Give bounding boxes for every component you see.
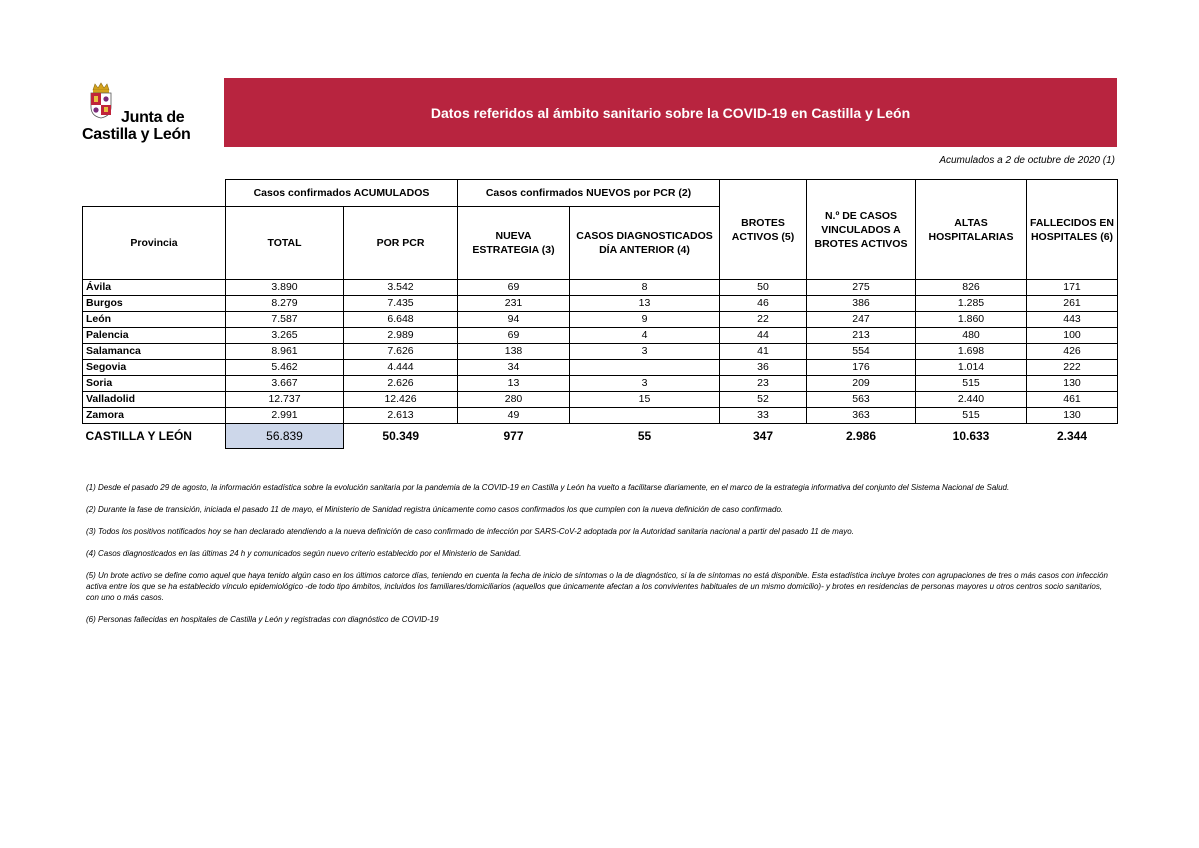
table-cell: 7.626 bbox=[344, 344, 458, 360]
table-cell: 15 bbox=[570, 392, 720, 408]
table-cell: 3 bbox=[570, 376, 720, 392]
total-cell: 55 bbox=[570, 424, 720, 449]
table-cell: 22 bbox=[720, 312, 807, 328]
col-header-casos-diagnosticados: CASOS DIAGNOSTICADOS DÍA ANTERIOR (4) bbox=[570, 207, 720, 280]
logo-text-castilla: Castilla y León bbox=[82, 126, 191, 143]
table-cell: 3 bbox=[570, 344, 720, 360]
table-cell: 46 bbox=[720, 296, 807, 312]
table-cell: 13 bbox=[458, 376, 570, 392]
table-cell: 41 bbox=[720, 344, 807, 360]
table-row bbox=[83, 296, 1118, 312]
page-title: Datos referidos al ámbito sanitario sobre la COVID-19 en Castilla y León bbox=[430, 104, 911, 121]
table-cell: 33 bbox=[720, 408, 807, 424]
total-row bbox=[83, 424, 1118, 449]
province-name-cell: Salamanca bbox=[83, 344, 226, 360]
table-cell: 36 bbox=[720, 360, 807, 376]
col-header-nueva-estrategia: NUEVA ESTRATEGIA (3) bbox=[458, 207, 570, 280]
table-cell: 12.737 bbox=[226, 392, 344, 408]
total-cell: 2.344 bbox=[1027, 424, 1118, 449]
table-cell: 2.626 bbox=[344, 376, 458, 392]
table-cell: 7.587 bbox=[226, 312, 344, 328]
table-cell: 213 bbox=[807, 328, 916, 344]
header-blank-cell bbox=[83, 180, 226, 207]
table-cell: 261 bbox=[1027, 296, 1118, 312]
table-cell: 138 bbox=[458, 344, 570, 360]
table-cell: 5.462 bbox=[226, 360, 344, 376]
table-cell: 2.613 bbox=[344, 408, 458, 424]
table-cell: 12.426 bbox=[344, 392, 458, 408]
col-header-provincia: Provincia bbox=[83, 207, 226, 280]
table-cell: 443 bbox=[1027, 312, 1118, 328]
table-cell: 100 bbox=[1027, 328, 1118, 344]
table-cell: 34 bbox=[458, 360, 570, 376]
table-cell: 515 bbox=[916, 376, 1027, 392]
table-cell: 69 bbox=[458, 280, 570, 296]
table-cell: 94 bbox=[458, 312, 570, 328]
table-cell: 8.279 bbox=[226, 296, 344, 312]
table-cell: 2.991 bbox=[226, 408, 344, 424]
table-cell: 480 bbox=[916, 328, 1027, 344]
province-name-cell: Palencia bbox=[83, 328, 226, 344]
table-row bbox=[83, 344, 1118, 360]
table-cell: 13 bbox=[570, 296, 720, 312]
table-cell: 3.542 bbox=[344, 280, 458, 296]
total-cell: 347 bbox=[720, 424, 807, 449]
table-cell: 275 bbox=[807, 280, 916, 296]
table-cell: 8.961 bbox=[226, 344, 344, 360]
table-cell: 563 bbox=[807, 392, 916, 408]
table-row bbox=[83, 312, 1118, 328]
table-row bbox=[83, 392, 1118, 408]
table-cell: 515 bbox=[916, 408, 1027, 424]
table-cell: 7.435 bbox=[344, 296, 458, 312]
total-cell: 2.986 bbox=[807, 424, 916, 449]
table-row bbox=[83, 360, 1118, 376]
table-cell: 1.014 bbox=[916, 360, 1027, 376]
footnote-6: (6) Personas fallecidas en hospitales de Castilla y León y registradas con diagnóstico de COVID-19 bbox=[86, 615, 439, 624]
table-row bbox=[83, 376, 1118, 392]
col-header-total: TOTAL bbox=[226, 207, 344, 280]
table-row bbox=[83, 408, 1118, 424]
total-cell: 50.349 bbox=[344, 424, 458, 449]
table-cell: 4 bbox=[570, 328, 720, 344]
total-cell: 56.839 bbox=[226, 424, 344, 449]
table-cell: 69 bbox=[458, 328, 570, 344]
table-cell: 50 bbox=[720, 280, 807, 296]
province-name-cell: Soria bbox=[83, 376, 226, 392]
province-name-cell: Ávila bbox=[83, 280, 226, 296]
table-cell: 222 bbox=[1027, 360, 1118, 376]
table-cell: 171 bbox=[1027, 280, 1118, 296]
group-header-nuevos: Casos confirmados NUEVOS por PCR (2) bbox=[458, 180, 720, 207]
table-row bbox=[83, 328, 1118, 344]
table-cell: 461 bbox=[1027, 392, 1118, 408]
date-subtitle: Acumulados a 2 de octubre de 2020 (1) bbox=[939, 155, 1115, 166]
table-cell: 231 bbox=[458, 296, 570, 312]
table-cell: 1.285 bbox=[916, 296, 1027, 312]
province-name-cell: Segovia bbox=[83, 360, 226, 376]
province-name-cell: Valladolid bbox=[83, 392, 226, 408]
table-cell: 363 bbox=[807, 408, 916, 424]
table-cell: 3.265 bbox=[226, 328, 344, 344]
table-cell: 176 bbox=[807, 360, 916, 376]
table-cell: 8 bbox=[570, 280, 720, 296]
province-name-cell: León bbox=[83, 312, 226, 328]
province-name-cell: Burgos bbox=[83, 296, 226, 312]
title-banner bbox=[224, 78, 1117, 147]
footnotes bbox=[86, 482, 1116, 636]
col-header-brotes: BROTES ACTIVOS (5) bbox=[720, 180, 807, 280]
table-cell bbox=[570, 408, 720, 424]
total-cell: 10.633 bbox=[916, 424, 1027, 449]
table-cell: 4.444 bbox=[344, 360, 458, 376]
table-cell: 3.667 bbox=[226, 376, 344, 392]
table-cell: 209 bbox=[807, 376, 916, 392]
footnote-4: (4) Casos diagnosticados en las últimas 24 h y comunicados según nuevo criterio establecido por el Ministerio de Sanidad. bbox=[86, 549, 522, 558]
col-header-altas: ALTAS HOSPITALARIAS bbox=[916, 180, 1027, 280]
table-cell: 280 bbox=[458, 392, 570, 408]
covid-data-table bbox=[82, 179, 1118, 449]
table-row bbox=[83, 280, 1118, 296]
group-header-acumulados: Casos confirmados ACUMULADOS bbox=[226, 180, 458, 207]
table-cell: 23 bbox=[720, 376, 807, 392]
table-cell: 49 bbox=[458, 408, 570, 424]
footnote-5: (5) Un brote activo se define como aquel que haya tenido algún caso en los últimos catorce días, teniendo en cuenta la fecha de inicio de síntomas o la de diagnóstico, si la de síntomas no está disponible. Esta estadística incluye brotes con agrupaciones de tres o más casos con infección activa entre los que se ha establecido vínculo epidemiológico -de todo tipo ámbitos, incluidos los familiares/domiciliarios (aquellos que únicamente afectan a los convivientes habituales de un mismo domicilio)- y brotes en residencias de personas mayores u otros centros socio sanitarios, con uno o más casos. bbox=[86, 571, 1108, 602]
table-cell: 426 bbox=[1027, 344, 1118, 360]
table-cell: 2.440 bbox=[916, 392, 1027, 408]
footnote-3: (3) Todos los positivos notificados hoy se han declarado atendiendo a la nueva definición de caso confirmado de infección por SARS-CoV-2 adoptada por la Autoridad sanitaria nacional a partir del pasado 11 de mayo. bbox=[86, 527, 854, 536]
table-cell: 44 bbox=[720, 328, 807, 344]
table-cell: 9 bbox=[570, 312, 720, 328]
table-cell: 52 bbox=[720, 392, 807, 408]
col-header-casos-vinculados: N.º DE CASOS VINCULADOS A BROTES ACTIVOS bbox=[807, 180, 916, 280]
table-cell: 130 bbox=[1027, 408, 1118, 424]
province-name-cell: Zamora bbox=[83, 408, 226, 424]
table-cell bbox=[570, 360, 720, 376]
footnote-1: (1) Desde el pasado 29 de agosto, la información estadística sobre la evolución sanitaria por la pandemia de la COVID-19 en Castilla y León ha vuelto a facilitarse diariamente, en el marco de la estrategia informativa del conjunto del Sistema Nacional de Salud. bbox=[86, 483, 1010, 492]
table-cell: 826 bbox=[916, 280, 1027, 296]
total-label-cell: CASTILLA Y LEÓN bbox=[83, 424, 226, 449]
table-cell: 247 bbox=[807, 312, 916, 328]
table-cell: 1.860 bbox=[916, 312, 1027, 328]
logo-text-junta: Junta de bbox=[121, 109, 185, 126]
col-header-por-pcr: POR PCR bbox=[344, 207, 458, 280]
table-cell: 6.648 bbox=[344, 312, 458, 328]
table-cell: 130 bbox=[1027, 376, 1118, 392]
col-header-fallecidos: FALLECIDOS EN HOSPITALES (6) bbox=[1027, 180, 1118, 280]
table-cell: 2.989 bbox=[344, 328, 458, 344]
table-cell: 386 bbox=[807, 296, 916, 312]
total-cell: 977 bbox=[458, 424, 570, 449]
table-cell: 554 bbox=[807, 344, 916, 360]
table-cell: 3.890 bbox=[226, 280, 344, 296]
footnote-2: (2) Durante la fase de transición, iniciada el pasado 11 de mayo, el Ministerio de Sanidad registra únicamente como casos confirmados los que cumplen con la nueva definición de caso confirmado. bbox=[86, 505, 784, 514]
table-cell: 1.698 bbox=[916, 344, 1027, 360]
